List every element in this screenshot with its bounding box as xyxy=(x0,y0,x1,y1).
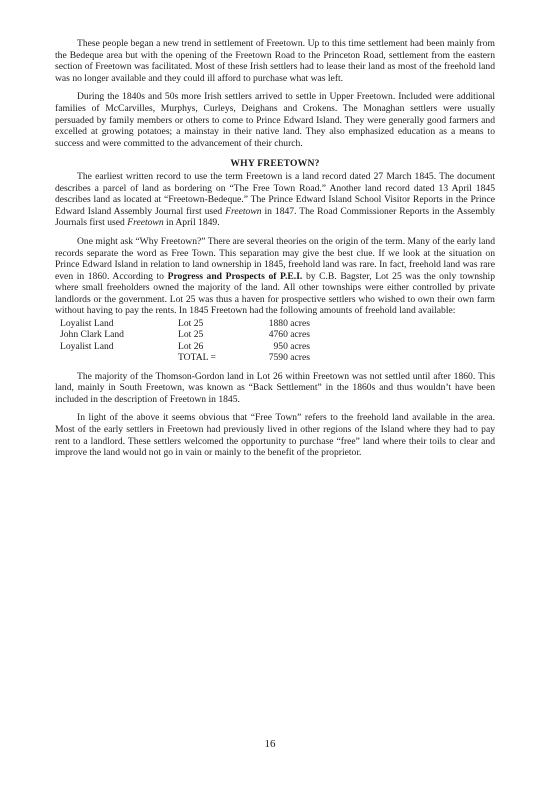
document-page xyxy=(55,38,495,466)
paragraph-1840s-settlers: During the 1840s and 50s more Irish settlers arrived to settle in Upper Freetown. Included were additional families of McCarvilles, Murphys, Curleys, Deighans and Crokens. The Monaghan settlers were usually persuaded by family members or others to come to Prince Edward Island. They were generally good farmers and excelled at growing potatoes; a mainstay in their native land. They also emphasized education as a means to success and were committed to the advancement of their church. xyxy=(55,91,495,149)
text-run: in 1847. The Road Commissioner Reports in the Assembly Journals first used xyxy=(55,205,495,229)
land-name-cell: Loyalist Land xyxy=(60,340,114,352)
acres-cell: 4760 acres xyxy=(268,329,310,341)
paragraph-thomson-gordon-land: The majority of the Thomson-Gordon land in Lot 26 within Freetown was not settled until after 1860. This land, mainly in South Freetown, was known as “Back Settlement” in the 1860s and thus wouldn’t have been included in the description of Freetown in 1845. xyxy=(55,370,495,405)
total-label-cell: TOTAL = xyxy=(178,352,216,364)
paragraph-earliest-record xyxy=(55,171,495,229)
italic-term: Freetown xyxy=(127,217,164,229)
italic-term: Freetown xyxy=(225,205,262,217)
table-row xyxy=(60,341,310,352)
acres-cell: 1880 acres xyxy=(268,318,310,330)
text-run: One might ask “Why Freetown?” There are several theories on the origin of the term. Many of the early land records separate the word as Free Town. This separation may give the best clue. If we look at the situation on Prince Edward Island in relation to land ownership in 1845, freehold land was rare. In fact, freehold land was rare even in 1860. According to xyxy=(55,235,495,282)
land-name-cell xyxy=(60,352,178,363)
page-number: 16 xyxy=(264,738,276,750)
acres-cell: 950 acres xyxy=(273,340,310,352)
total-acres-cell: 7590 acres xyxy=(268,352,310,364)
text-run: The earliest written record to use the term Freetown is a land record dated 27 March 1845. The document describes a parcel of land as bordering on “The Free Town Road.” Another land record dated 13 April 1845 describes land as located at “Freetown-Bedeque.” The Prince Edward Island School Visitor Reports in the Prince Edward Island Assembly Journal first used xyxy=(55,170,495,217)
table-row-total xyxy=(60,352,310,363)
text-run: by C.B. Bagster, Lot 25 was the only township where small freeholders owned the majority of the land. All other townships were either controlled by private landlords or the government. Lot 25 was thus a haven for prospective settlers who wished to own their own farm without having to pay the rents. In 1845 Freetown had the following amounts of freehold land available: xyxy=(55,270,496,317)
land-name-cell: John Clark Land xyxy=(60,329,124,341)
lot-cell: Lot 25 xyxy=(178,329,204,341)
paragraph-why-freetown xyxy=(55,236,495,317)
book-title: Progress and Prospects of P.E.I. xyxy=(167,270,303,282)
paragraph-irish-settlement-trend: These people began a new trend in settlement of Freetown. Up to this time settlement had been mainly from the Bedeque area but with the opening of the Freetown Road to the Princeton Road, settlement from the eastern section of Freetown was facilitated. Most of these Irish settlers had to lease their land as most of the freehold land was no longer available and they could ill afford to purchase what was left. xyxy=(55,38,495,84)
table-row xyxy=(60,318,310,329)
text-run: in April 1849. xyxy=(163,217,220,229)
lot-cell: Lot 25 xyxy=(178,318,204,330)
paragraph-free-town-meaning: In light of the above it seems obvious that “Free Town” refers to the freehold land available in the area. Most of the early settlers in Freetown had previously lived in other regions of the Island where they had to pay rent to a landlord. These settlers welcomed the opportunity to purchase “free” land where their toils to clear and improve the land would not go in vain or mainly to the benefit of the proprietor. xyxy=(55,412,495,459)
lot-cell: Lot 26 xyxy=(178,340,204,352)
freehold-land-table xyxy=(60,318,310,364)
section-heading: WHY FREETOWN? xyxy=(230,158,320,170)
land-name-cell: Loyalist Land xyxy=(60,318,114,330)
table-row xyxy=(60,329,310,340)
